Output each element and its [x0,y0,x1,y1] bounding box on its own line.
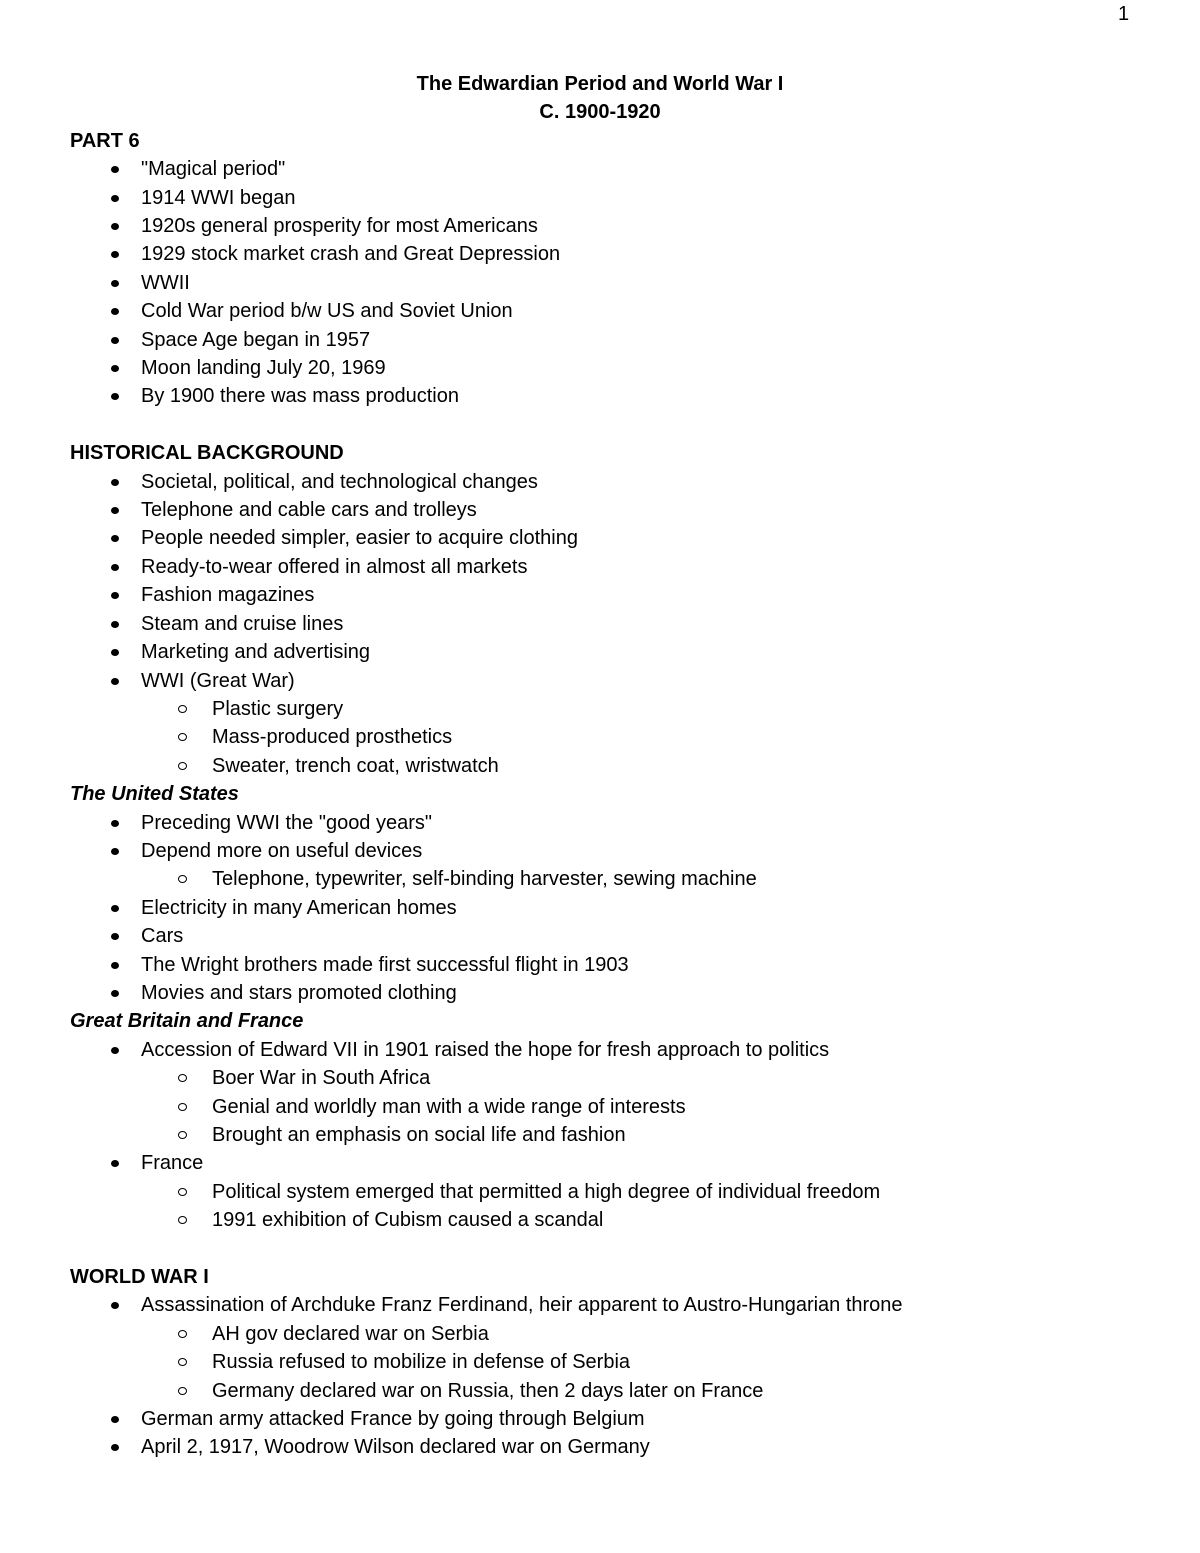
subsection-heading-great-britain-france: Great Britain and France [70,1010,304,1033]
hollow-bullet-icon [178,1074,187,1082]
sub-list-item: Genial and worldly man with a wide range of interests [141,1093,1130,1121]
hollow-bullet-icon [178,1216,187,1224]
bullet-icon [111,251,119,258]
sub-list-item: AH gov declared war on Serbia [141,1320,1130,1348]
hollow-bullet-icon [178,705,187,713]
section-heading-part6: PART 6 [70,129,140,152]
blank-line [70,411,1130,439]
document-title: The Edwardian Period and World War I [416,73,784,95]
us-list [70,809,1130,1008]
bullet-icon [111,535,119,542]
list-item: 1920s general prosperity for most Americans [70,212,1130,240]
document-subtitle: C. 1900-1920 [539,101,661,124]
hollow-bullet-icon [178,875,187,883]
edward-sublist [141,1064,1130,1149]
list-item: April 2, 1917, Woodrow Wilson declared war on Germany [70,1433,1130,1461]
sub-list-item: 1991 exhibition of Cubism caused a scandal [141,1206,1130,1234]
list-item: Depend more on useful devices Telephone, typewriter, self-binding harvester, sewing machine [70,837,1130,894]
bullet-icon [111,337,119,344]
blank-line [70,1235,1130,1263]
list-item: Movies and stars promoted clothing [70,979,1130,1007]
bullet-icon [111,649,119,656]
bullet-icon [111,365,119,372]
sub-list-item: Political system emerged that permitted a high degree of individual freedom [141,1178,1130,1206]
bullet-icon [111,1047,119,1054]
hollow-bullet-icon [178,1387,187,1395]
bullet-icon [111,905,119,912]
bullet-icon [111,1416,119,1423]
bullet-icon [111,166,119,173]
list-item: Fashion magazines [70,581,1130,609]
hollow-bullet-icon [178,1188,187,1196]
section-heading-historical-background: HISTORICAL BACKGROUND [70,442,344,465]
list-item: Accession of Edward VII in 1901 raised the hope for fresh approach to politics Boer War in South Africa Genial and worldly man with a wide range of interests Brought an emphasis on social life and fashion [70,1036,1130,1150]
bullet-icon [111,564,119,571]
hollow-bullet-icon [178,1103,187,1111]
section-heading-world-war-i: WORLD WAR I [70,1266,209,1289]
list-item: Electricity in many American homes [70,894,1130,922]
historical-list [70,468,1130,780]
bullet-icon [111,1302,119,1309]
list-item: Assassination of Archduke Franz Ferdinand, heir apparent to Austro-Hungarian throne AH gov declared war on Serbia Russia refused to mobilize in defense of Serbia Germany declared war on Russia, then 2 days later on France [70,1291,1130,1405]
bullet-icon [111,195,119,202]
list-item: WWI (Great War) Plastic surgery Mass-produced prosthetics Sweater, trench coat, wristwatch [70,667,1130,781]
sub-list-item: Telephone, typewriter, self-binding harvester, sewing machine [141,865,1130,893]
list-item: By 1900 there was mass production [70,382,1130,410]
assassination-sublist [141,1320,1130,1405]
list-item: Moon landing July 20, 1969 [70,354,1130,382]
list-item: Steam and cruise lines [70,610,1130,638]
sub-list-item: Plastic surgery [141,695,1130,723]
bullet-icon [111,479,119,486]
hollow-bullet-icon [178,762,187,770]
list-item: Cars [70,922,1130,950]
list-item: Societal, political, and technological changes [70,468,1130,496]
bullet-icon [111,308,119,315]
list-item: France Political system emerged that permitted a high degree of individual freedom 1991 exhibition of Cubism caused a scandal [70,1149,1130,1234]
bullet-icon [111,933,119,940]
sub-list-item: Brought an emphasis on social life and fashion [141,1121,1130,1149]
bullet-icon [111,678,119,685]
bullet-icon [111,990,119,997]
list-item: Cold War period b/w US and Soviet Union [70,297,1130,325]
list-item: Preceding WWI the "good years" [70,809,1130,837]
sub-list-item: Sweater, trench coat, wristwatch [141,752,1130,780]
bullet-icon [111,280,119,287]
part6-list [70,155,1130,411]
ww1-list [70,1291,1130,1461]
bullet-icon [111,1444,119,1451]
hollow-bullet-icon [178,1330,187,1338]
list-item: Marketing and advertising [70,638,1130,666]
bullet-icon [111,621,119,628]
bullet-icon [111,507,119,514]
subsection-heading-united-states: The United States [70,783,239,806]
devices-sublist [141,865,1130,893]
hollow-bullet-icon [178,733,187,741]
list-item: 1914 WWI began [70,184,1130,212]
bullet-icon [111,223,119,230]
list-item: Space Age began in 1957 [70,326,1130,354]
list-item: Telephone and cable cars and trolleys [70,496,1130,524]
sub-list-item: Boer War in South Africa [141,1064,1130,1092]
bullet-icon [111,592,119,599]
bullet-icon [111,848,119,855]
document-body [70,70,1130,1462]
france-sublist [141,1178,1130,1235]
list-item: The Wright brothers made first successful flight in 1903 [70,951,1130,979]
sub-list-item: Russia refused to mobilize in defense of Serbia [141,1348,1130,1376]
list-item: People needed simpler, easier to acquire clothing [70,524,1130,552]
list-item: German army attacked France by going through Belgium [70,1405,1130,1433]
bullet-icon [111,1160,119,1167]
bullet-icon [111,820,119,827]
sub-list-item: Germany declared war on Russia, then 2 days later on France [141,1377,1130,1405]
gbf-list [70,1036,1130,1235]
sub-list-item: Mass-produced prosthetics [141,723,1130,751]
list-item: WWII [70,269,1130,297]
bullet-icon [111,393,119,400]
list-item: Ready-to-wear offered in almost all markets [70,553,1130,581]
hollow-bullet-icon [178,1358,187,1366]
wwi-sublist [141,695,1130,780]
hollow-bullet-icon [178,1131,187,1139]
bullet-icon [111,962,119,969]
list-item: "Magical period" [70,155,1130,183]
page-number: 1 [1118,3,1130,25]
list-item: 1929 stock market crash and Great Depression [70,240,1130,268]
